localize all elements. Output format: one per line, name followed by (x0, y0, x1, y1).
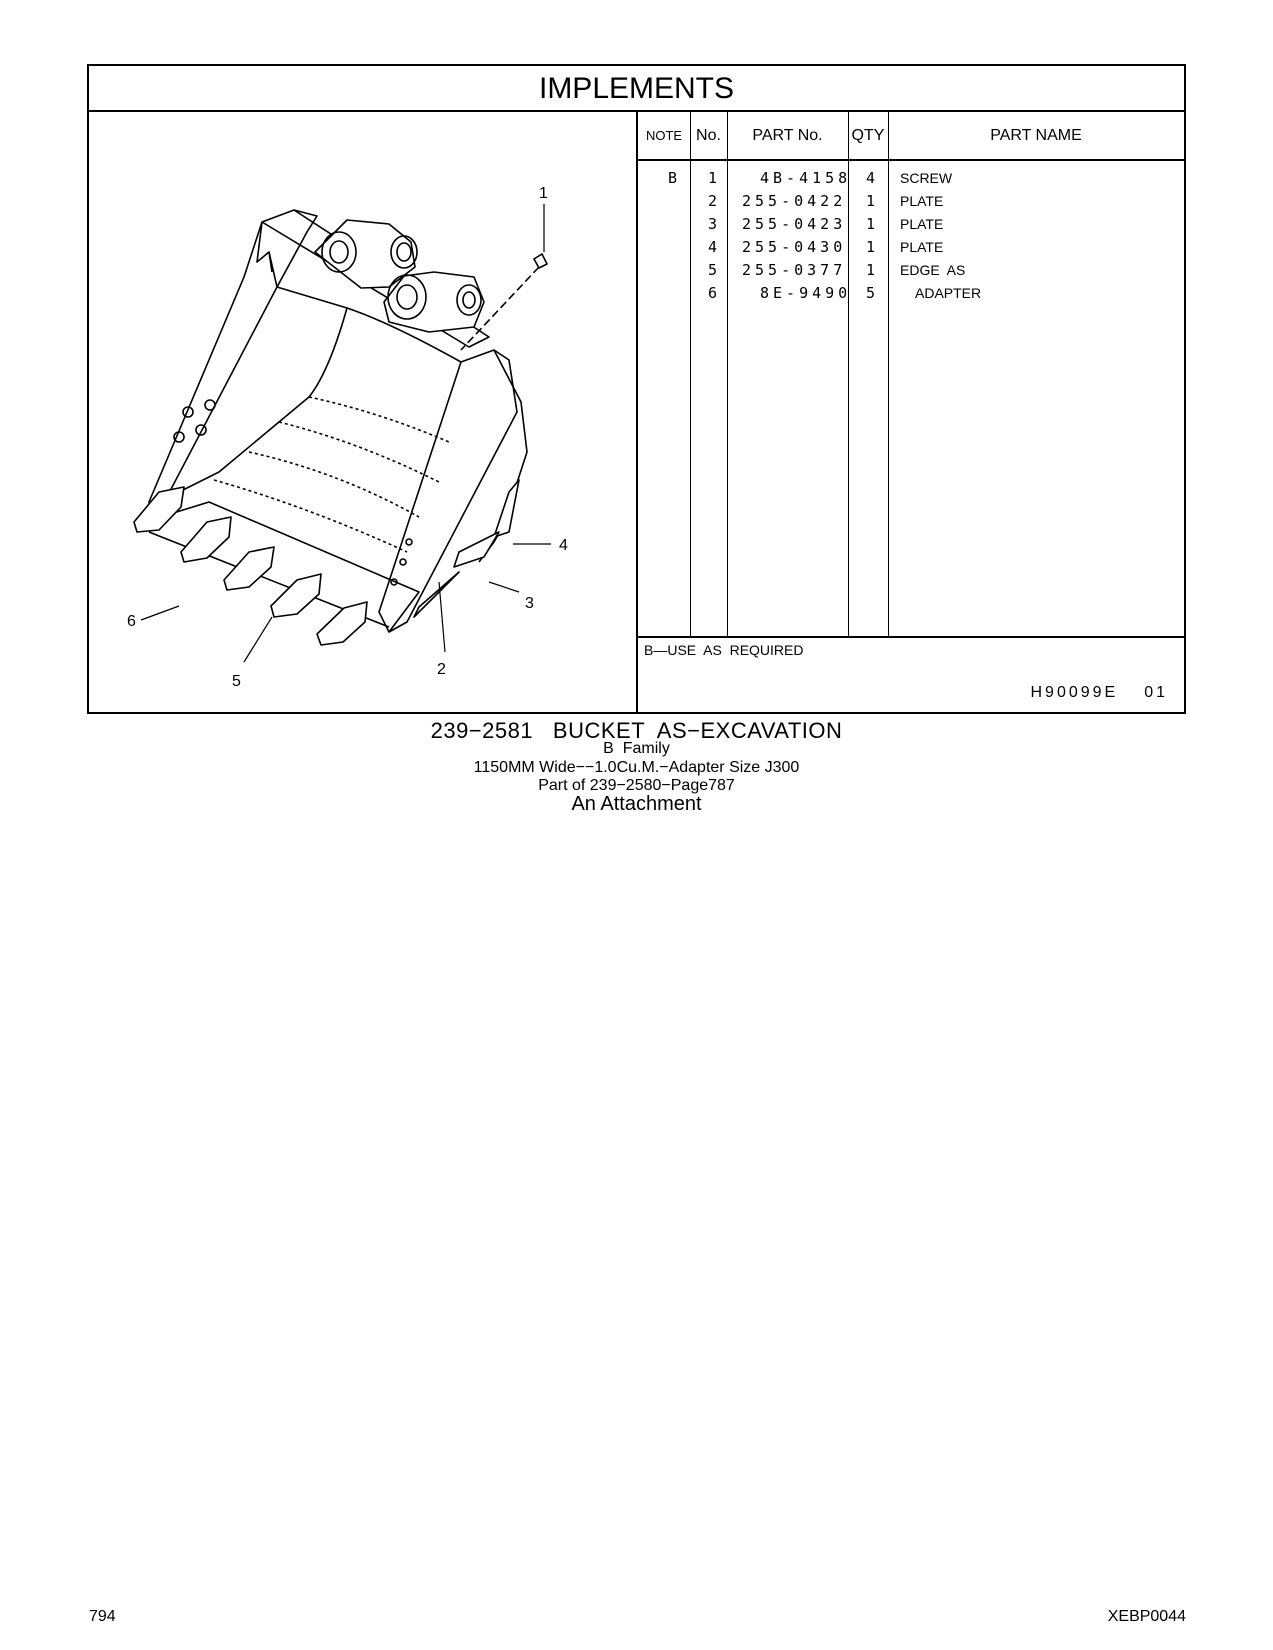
row-part-no: 4B-4158 (760, 169, 852, 187)
row-qty: 4 (866, 169, 880, 187)
row-note: B (668, 169, 682, 187)
page-number: 794 (89, 1608, 116, 1625)
reference-code (1030, 684, 1168, 702)
table-row (638, 236, 1184, 259)
parts-frame (87, 64, 1186, 714)
row-no: 5 (708, 261, 722, 279)
callout-4: 4 (559, 537, 568, 554)
callout-3: 3 (525, 595, 534, 612)
row-part-no: 255-0422 (742, 192, 847, 210)
row-part-no: 255-0377 (742, 261, 847, 279)
caption-title: 239−2581 BUCKET AS−EXCAVATION (430, 718, 843, 743)
header-part-no: PART No. (752, 127, 823, 144)
row-qty: 1 (866, 215, 880, 233)
caption-part-of: Part of 239−2580−Page787 (538, 777, 735, 794)
row-part-name: PLATE (900, 216, 944, 232)
row-no: 2 (708, 192, 722, 210)
row-part-no: 255-0430 (742, 238, 847, 256)
row-part-name: PLATE (900, 193, 944, 209)
caption-attachment: An Attachment (571, 793, 702, 815)
ref-code-text: H90099E (1030, 684, 1119, 701)
row-part-name: SCREW (900, 170, 953, 186)
row-qty: 1 (866, 238, 880, 256)
callout-2: 2 (437, 661, 446, 678)
callout-5: 5 (232, 673, 241, 690)
header-no: No. (696, 127, 721, 144)
callout-6: 6 (127, 613, 136, 630)
table-row (638, 213, 1184, 236)
table-row (638, 259, 1184, 282)
caption-spec: 1150MM Wide−−1.0Cu.M.−Adapter Size J300 (473, 759, 800, 776)
row-no: 6 (708, 284, 722, 302)
table-row (638, 167, 1184, 190)
header-qty: QTY (851, 127, 885, 144)
table-row (638, 190, 1184, 213)
document-code: XEBP0044 (1107, 1608, 1186, 1625)
row-no: 3 (708, 215, 722, 233)
caption-family: B Family (603, 740, 670, 757)
bucket-illustration (89, 112, 638, 712)
row-qty: 5 (866, 284, 880, 302)
row-no: 4 (708, 238, 722, 256)
row-qty: 1 (866, 261, 880, 279)
bucket-drawing (89, 112, 636, 712)
parts-table (638, 112, 1184, 712)
row-part-name: EDGE AS (900, 262, 966, 278)
row-no: 1 (708, 169, 722, 187)
note-legend: B—USE AS REQUIRED (644, 642, 804, 658)
header-part-name: PART NAME (990, 127, 1082, 144)
table-row (638, 282, 1184, 305)
row-part-no: 255-0423 (742, 215, 847, 233)
row-part-name: ADAPTER (915, 285, 982, 301)
row-part-no: 8E-9490 (760, 284, 852, 302)
callout-1: 1 (539, 185, 548, 202)
row-qty: 1 (866, 192, 880, 210)
row-part-name: PLATE (900, 239, 944, 255)
ref-revision: 01 (1144, 684, 1168, 701)
header-note: NOTE (645, 128, 683, 143)
section-title: IMPLEMENTS (89, 66, 1184, 112)
